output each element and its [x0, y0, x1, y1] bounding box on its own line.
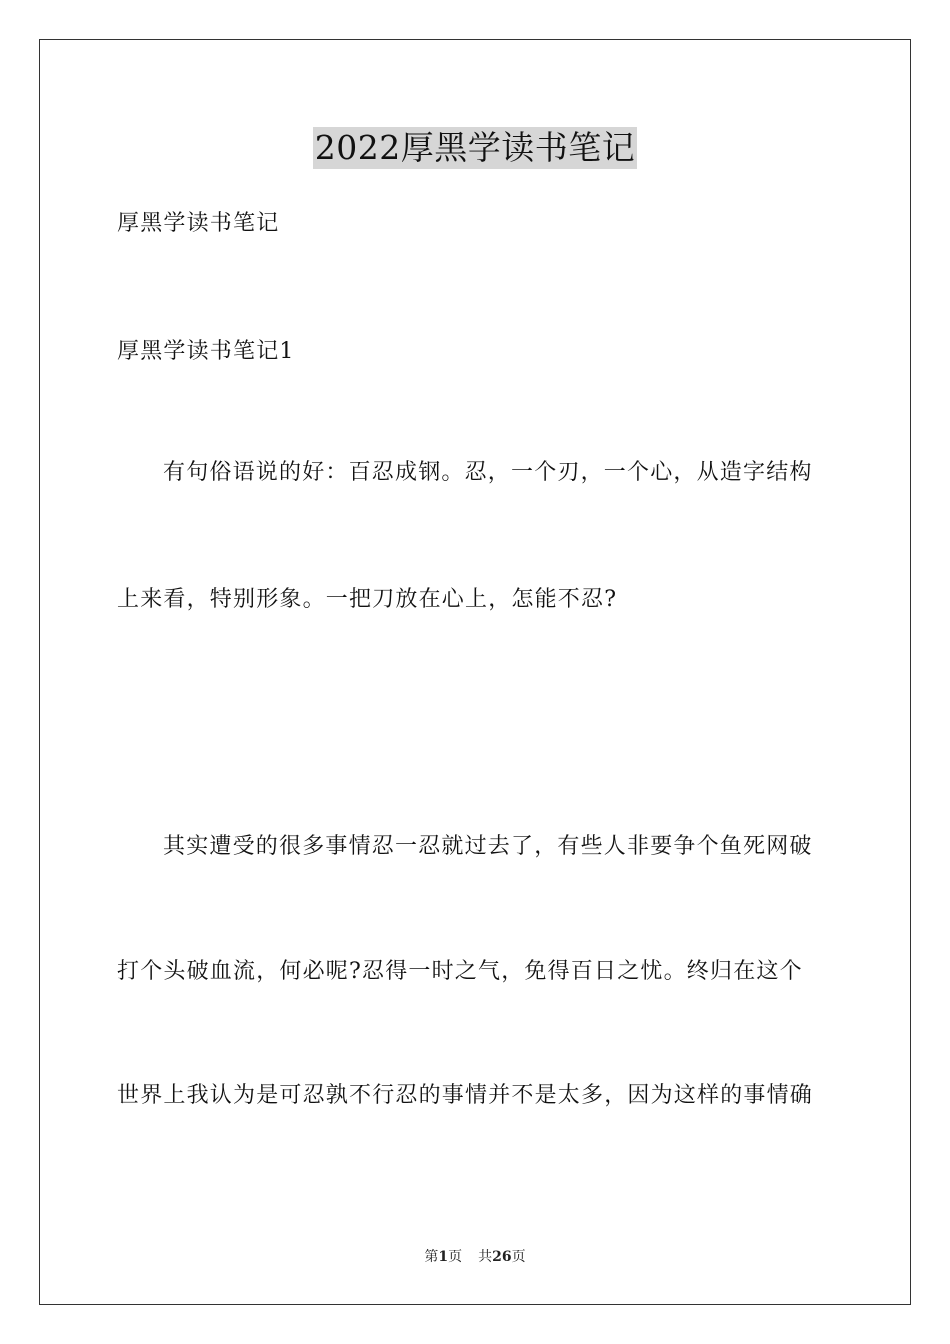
document-title: 2022厚黑学读书笔记 [314, 128, 636, 167]
total-suffix: 页 [511, 1249, 526, 1265]
paragraph-2-line-1: 其实遭受的很多事情忍一忍就过去了，有些人非要争个鱼死网破 [163, 834, 813, 859]
paragraph-2-line-2: 打个头破血流，何必呢?忍得一时之气，免得百日之忧。终归在这个 [117, 959, 803, 984]
title-container [0, 127, 950, 169]
page-number: 1 [438, 1249, 449, 1265]
document-subtitle: 厚黑学读书笔记 [117, 211, 280, 236]
total-pages: 26 [492, 1249, 512, 1265]
paragraph-2-line-3: 世界上我认为是可忍孰不行忍的事情并不是太多，因为这样的事情确 [117, 1083, 814, 1108]
section-heading: 厚黑学读书笔记1 [117, 339, 295, 364]
paragraph-1-line-1: 有句俗语说的好：百忍成钢。忍，一个刃，一个心，从造字结构 [163, 460, 813, 485]
page-footer [0, 1248, 950, 1266]
page-suffix: 页 [448, 1249, 463, 1265]
total-prefix: 共 [478, 1249, 493, 1265]
paragraph-1-line-2: 上来看，特别形象。一把刀放在心上，怎能不忍? [117, 587, 618, 612]
page-prefix: 第 [424, 1249, 439, 1265]
